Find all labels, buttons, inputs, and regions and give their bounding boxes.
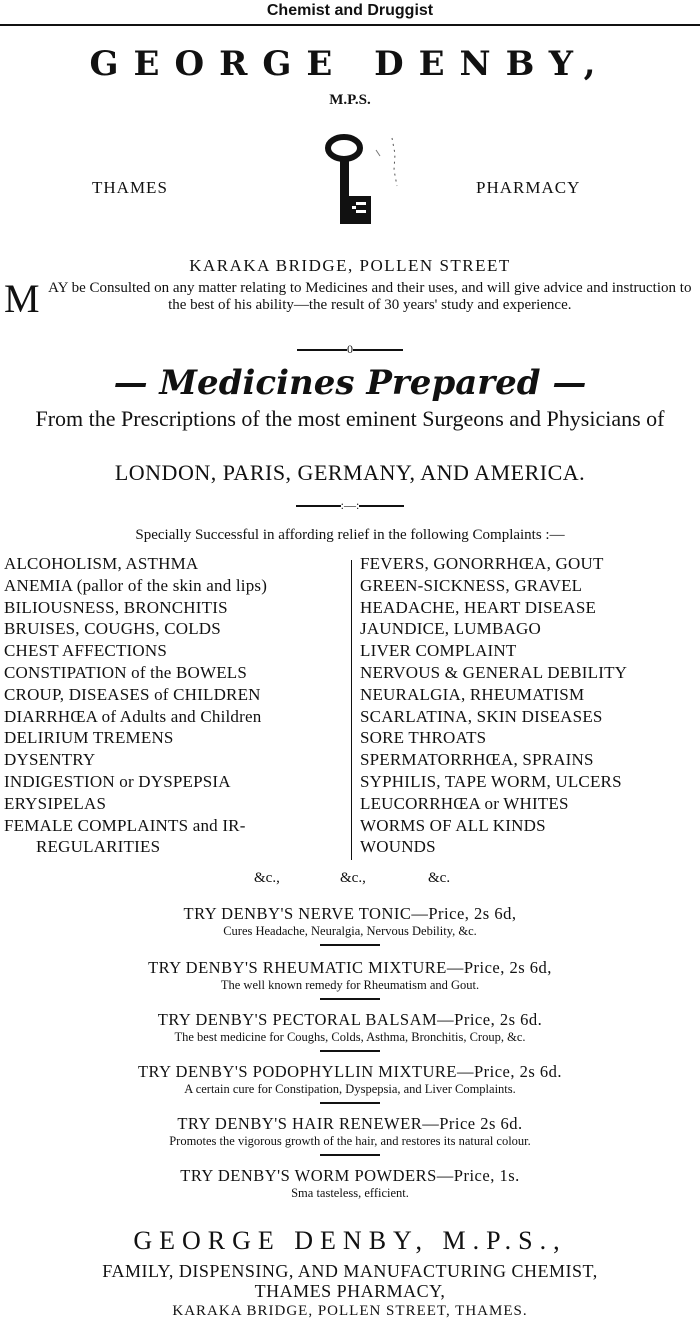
- masthead-address: KARAKA BRIDGE, POLLEN STREET: [189, 256, 511, 275]
- complaint-item: FEVERS, GONORRHŒA, GOUT: [360, 554, 604, 573]
- qualification: M.P.S.: [329, 92, 371, 108]
- footer-pharmacy-line: THAMES PHARMACY,: [254, 1281, 446, 1301]
- complaint-item: SCARLATINA, SKIN DISEASES: [360, 706, 603, 726]
- product-description: The best medicine for Coughs, Colds, Asthma, Bronchitis, Croup, &c.: [174, 1030, 526, 1044]
- complaint-item: ANEMIA (pallor of the skin and lips): [4, 575, 268, 595]
- intro-text: AY be Consulted on any matter relating to Medicines and their uses, and will give advice and instruction to the best of his ability—the result of 30 years' study and experience.: [48, 280, 692, 313]
- complaint-item: NERVOUS & GENERAL DEBILITY: [360, 662, 628, 682]
- intro-paragraph: [4, 276, 696, 321]
- ornament-divider: [0, 343, 700, 355]
- complaint-item: REGULARITIES: [36, 837, 161, 857]
- product-rule: [320, 998, 380, 1000]
- complaint-item: FEMALE COMPLAINTS and IR-: [4, 815, 246, 835]
- complaint-item: NEURALGIA, RHEUMATISM: [360, 684, 585, 704]
- intro-dropcap: M: [4, 276, 40, 321]
- complaint-item: ALCOHOLISM, ASTHMA: [4, 554, 199, 573]
- medicines-heading: — Medicines Prepared —: [113, 363, 587, 403]
- complaint-item: SYPHILIS, TAPE WORM, ULCERS: [360, 771, 622, 791]
- masthead-left-label: THAMES: [92, 178, 168, 197]
- product-title: TRY DENBY'S RHEUMATIC MIXTURE—Price, 2s 6d,: [148, 958, 552, 977]
- product-ad: [0, 1010, 700, 1052]
- product-description: Cures Headache, Neuralgia, Nervous Debility, &c.: [223, 924, 477, 938]
- footer-address: KARAKA BRIDGE, POLLEN STREET, THAMES.: [172, 1303, 528, 1319]
- complaint-item: LIVER COMPLAINT: [360, 641, 517, 661]
- product-description: The well known remedy for Rheumatism and Gout.: [220, 978, 480, 992]
- complaint-item: WOUNDS: [360, 837, 436, 857]
- complaint-item: HEADACHE, HEART DISEASE: [360, 597, 597, 617]
- complaints-left-column: [4, 553, 344, 858]
- product-description: Promotes the vigorous growth of the hair, and restores its natural colour.: [169, 1134, 531, 1148]
- complaint-item: ERYSIPELAS: [4, 793, 107, 813]
- complaint-item: LEUCORRHŒA or WHITES: [360, 793, 569, 813]
- ornament-divider-2: [0, 499, 700, 511]
- product-rule: [320, 1102, 380, 1104]
- complaint-item: DIARRHŒA of Adults and Children: [4, 706, 262, 726]
- complaint-item: INDIGESTION or DYSPEPSIA: [4, 771, 231, 791]
- page-header-title: Chemist and Druggist: [266, 2, 434, 19]
- ornament-text-2: :—:: [340, 498, 360, 512]
- complaint-item: BILIOUSNESS, BRONCHITIS: [4, 597, 228, 617]
- masthead-right-label: PHARMACY: [476, 178, 581, 197]
- complaint-item: WORMS OF ALL KINDS: [360, 815, 546, 835]
- column-divider: [351, 560, 352, 860]
- complaint-item: DYSENTRY: [4, 750, 96, 770]
- from-line: From the Prescriptions of the most eminent Surgeons and Physicians of: [35, 406, 665, 431]
- product-title: TRY DENBY'S WORM POWDERS—Price, 1s.: [180, 1166, 520, 1185]
- footer-business: [0, 1261, 700, 1301]
- ornament-text: 0: [347, 342, 353, 356]
- product-description: A certain cure for Constipation, Dyspepsia, and Liver Complaints.: [184, 1082, 516, 1096]
- cities-line: LONDON, PARIS, GERMANY, AND AMERICA.: [114, 460, 586, 485]
- product-description: Sma tasteless, efficient.: [291, 1186, 409, 1200]
- key-icon: [300, 134, 410, 234]
- product-title: TRY DENBY'S HAIR RENEWER—Price 2s 6d.: [177, 1114, 523, 1133]
- product-title: TRY DENBY'S NERVE TONIC—Price, 2s 6d,: [183, 904, 517, 923]
- product-rule: [320, 1154, 380, 1156]
- complaint-item: SPERMATORRHŒA, SPRAINS: [360, 750, 594, 770]
- product-rule: [320, 944, 380, 946]
- complaints-intro: Specially Successful in affording relief in the following Complaints :—: [135, 527, 565, 543]
- complaint-item: CONSTIPATION of the BOWELS: [4, 662, 248, 682]
- etc-2: &c.,: [340, 870, 366, 886]
- header-rule: [0, 24, 700, 26]
- footer-name: GEORGE DENBY, M.P.S.,: [133, 1226, 567, 1255]
- product-ad: [0, 1166, 700, 1201]
- complaint-item: CROUP, DISEASES of CHILDREN: [4, 684, 261, 704]
- product-ad: [0, 1114, 700, 1156]
- complaint-item: DELIRIUM TREMENS: [4, 728, 174, 748]
- product-title: TRY DENBY'S PODOPHYLLIN MIXTURE—Price, 2s 6d.: [137, 1062, 563, 1081]
- product-rule: [320, 1050, 380, 1052]
- proprietor-name: GEORGE DENBY,: [89, 44, 611, 84]
- medicines-heading-text: Medicines Prepared: [159, 363, 541, 403]
- complaint-item: BRUISES, COUGHS, COLDS: [4, 619, 221, 639]
- etc-3: &c.: [428, 870, 451, 886]
- footer-business-line: FAMILY, DISPENSING, AND MANUFACTURING CHEMIST,: [102, 1261, 598, 1281]
- product-ad: [0, 958, 700, 1000]
- complaints-right-column: [360, 553, 700, 858]
- product-ad: [0, 904, 700, 946]
- product-ad: [0, 1062, 700, 1104]
- complaint-item: GREEN-SICKNESS, GRAVEL: [360, 575, 583, 595]
- etc-1: &c.,: [254, 870, 280, 886]
- product-title: TRY DENBY'S PECTORAL BALSAM—Price, 2s 6d.: [157, 1010, 543, 1029]
- complaint-item: CHEST AFFECTIONS: [4, 641, 168, 661]
- complaint-item: SORE THROATS: [360, 728, 487, 748]
- complaint-item: JAUNDICE, LUMBAGO: [360, 619, 541, 639]
